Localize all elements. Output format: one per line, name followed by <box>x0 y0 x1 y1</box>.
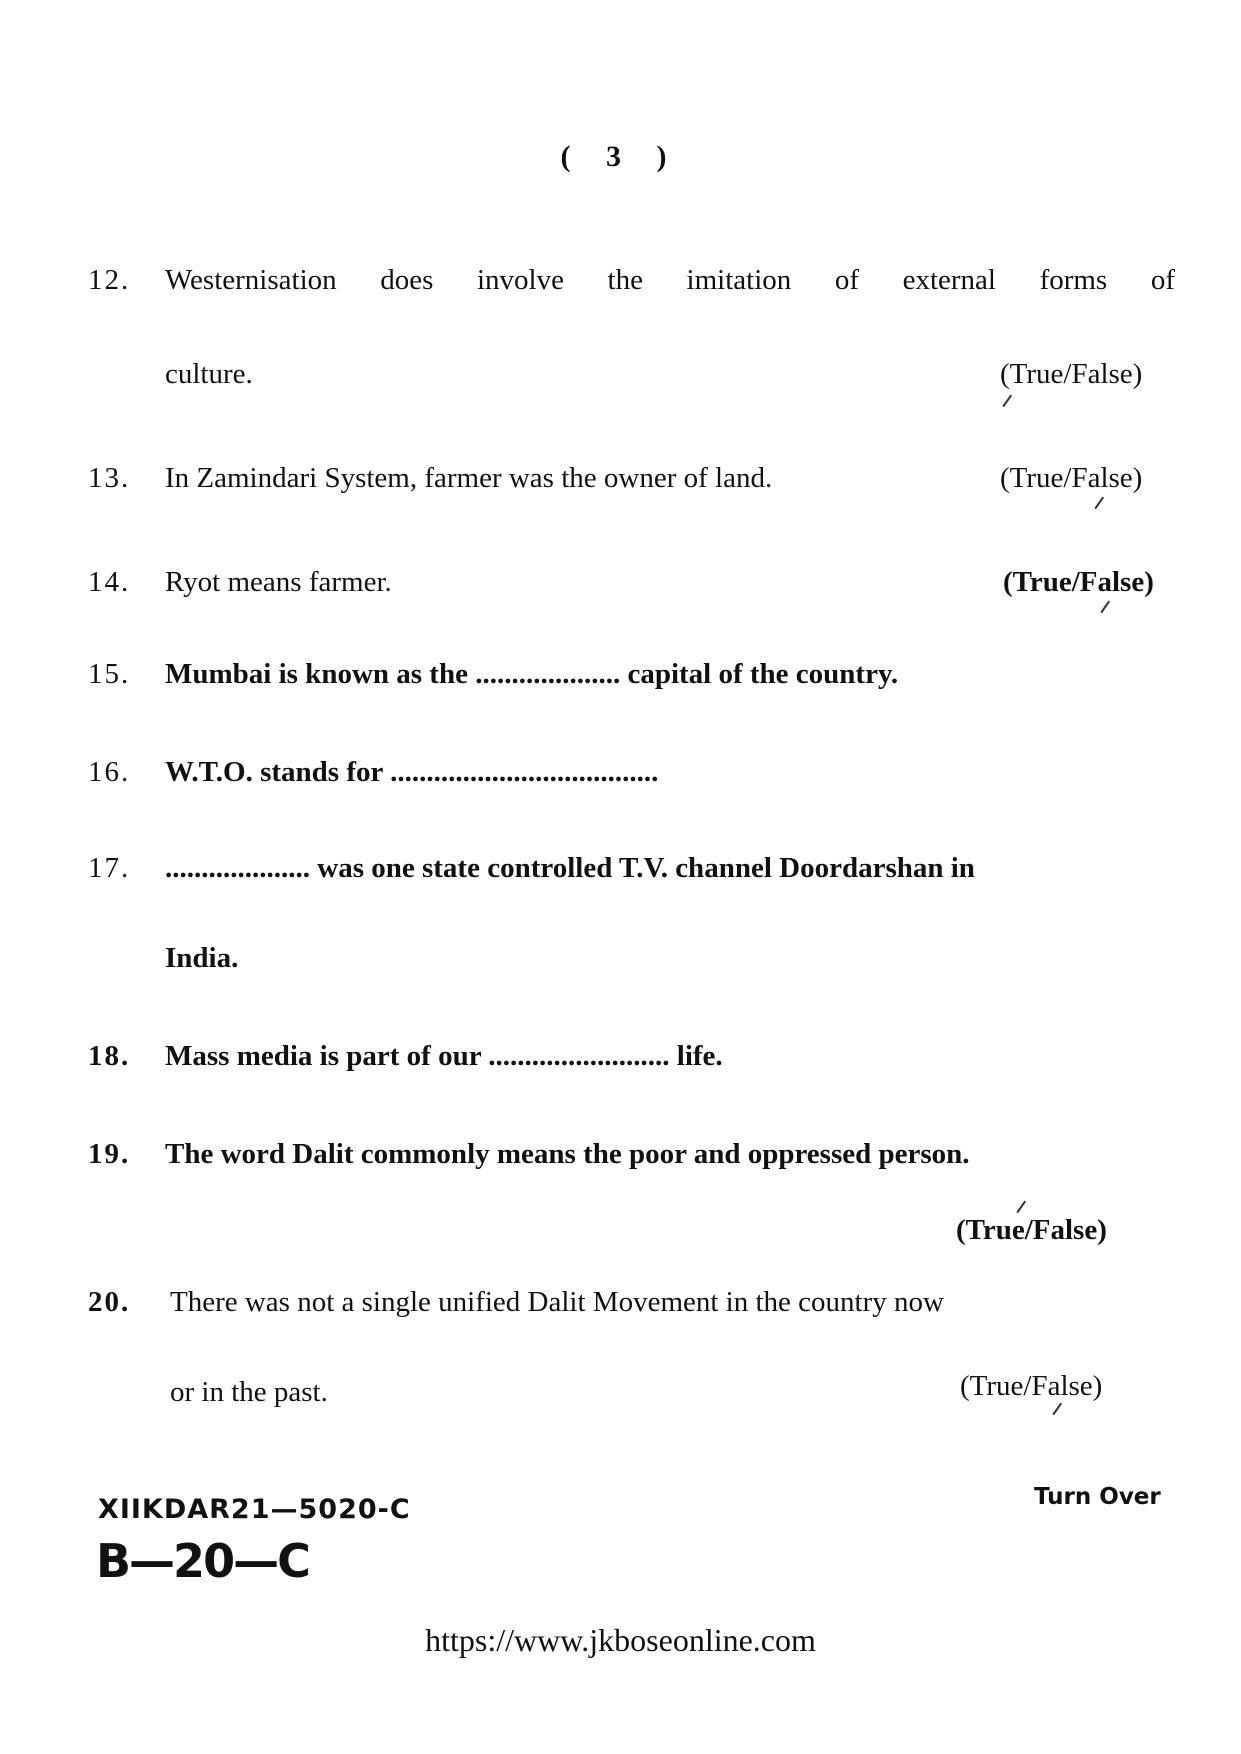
question-number-19: 19. <box>88 1138 131 1170</box>
question-19-text: The word Dalit commonly means the poor and oppressed person. <box>165 1138 970 1170</box>
word: forms <box>1039 264 1108 296</box>
true-false-marker-14: (True/False) <box>1003 566 1154 598</box>
question-number-12: 12. <box>88 264 131 296</box>
question-number-15: 15. <box>88 658 131 690</box>
word: Westernisation <box>165 264 337 296</box>
question-14-text: Ryot means farmer. <box>165 566 392 598</box>
true-false-marker-12: (True/False) <box>1000 358 1143 390</box>
pen-tick-mark <box>1094 497 1103 509</box>
word: external <box>902 264 996 296</box>
question-17-text: .................... was one state controlled T.V. channel Doordarshan in <box>165 852 975 884</box>
pen-tick-mark <box>1052 1403 1061 1415</box>
question-20-line-2: or in the past. <box>170 1376 328 1408</box>
word: involve <box>476 264 564 296</box>
word: the <box>607 264 643 296</box>
question-13-text: In Zamindari System, farmer was the owner of land. <box>165 462 773 494</box>
question-number-18: 18. <box>88 1040 131 1072</box>
true-false-marker-13: (True/False) <box>1000 462 1143 494</box>
pen-tick-mark <box>1002 395 1011 407</box>
question-12-line-2: culture. <box>165 358 253 390</box>
turn-over-label: Turn Over <box>1034 1484 1161 1510</box>
page-number: ( 3 ) <box>560 140 681 173</box>
question-number-17: 17. <box>88 852 131 884</box>
question-18-text: Mass media is part of our ......................... life. <box>165 1040 723 1072</box>
question-16-text: W.T.O. stands for ..................................... <box>165 756 659 788</box>
true-false-marker-19: (True/False) <box>956 1214 1107 1246</box>
footer-url: https://www.jkboseonline.com <box>425 1622 816 1658</box>
question-number-14: 14. <box>88 566 131 598</box>
pen-tick-mark <box>1016 1201 1025 1213</box>
word: does <box>380 264 434 296</box>
word: imitation <box>686 264 792 296</box>
word: of <box>834 264 860 296</box>
question-number-20: 20. <box>88 1286 131 1318</box>
question-20-text: There was not a single unified Dalit Movement in the country now <box>170 1286 944 1318</box>
question-number-16: 16. <box>88 756 131 788</box>
true-false-marker-20: (True/False) <box>960 1370 1103 1402</box>
pen-tick-mark <box>1100 601 1109 613</box>
question-12-line-1 <box>165 264 1175 297</box>
paper-code: XIIKDAR21—5020-C <box>98 1494 411 1525</box>
question-15-text: Mumbai is known as the .................... capital of the country. <box>165 658 899 690</box>
question-17-line-2: India. <box>165 942 239 974</box>
question-number-13: 13. <box>88 462 131 494</box>
word: of <box>1150 264 1175 296</box>
paper-series: B—20—C <box>96 1534 309 1588</box>
